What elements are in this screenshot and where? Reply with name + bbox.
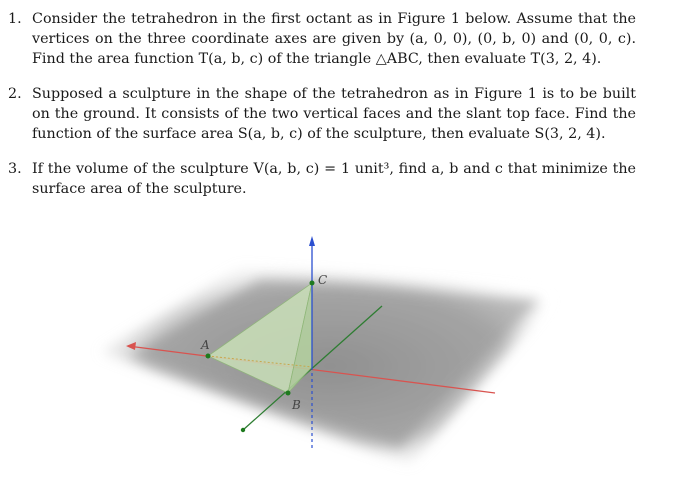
- vertex-b-label: B: [292, 398, 301, 412]
- vertex-b-point: [286, 391, 291, 396]
- vertex-a-label: A: [201, 338, 210, 352]
- problem-number: 1.: [8, 11, 22, 27]
- z-axis-arrow: [309, 236, 315, 246]
- problem-number: 2.: [8, 86, 22, 102]
- problem-text: Consider the tetrahedron in the first octant as in Figure 1 below. Assume that the vertices on the three coordinate axes are given by (a, 0, 0), (0, b, 0) and (0, 0, c). Find the area function T(a, b, c) of the triangle △ABC, then evaluate T(3, 2, 4).: [32, 11, 636, 67]
- problem-number: 3.: [8, 161, 22, 177]
- problem-text: If the volume of the sculpture V(a, b, c) = 1 unit³, find a, b and c that minimize the surface area of the sculpture.: [32, 161, 636, 197]
- vertex-c-point: [310, 281, 315, 286]
- vertex-a-point: [206, 354, 211, 359]
- problem-text: Supposed a sculpture in the shape of the tetrahedron as in Figure 1 is to be built on the ground. It consists of the two vertical faces and the slant top face. Find the function of the surface area S(a, b, c) of the sculpture, then evaluate S(3, 2, 4).: [32, 86, 636, 142]
- y-axis-end-point: [241, 428, 245, 432]
- vertex-c-label: C: [318, 273, 328, 287]
